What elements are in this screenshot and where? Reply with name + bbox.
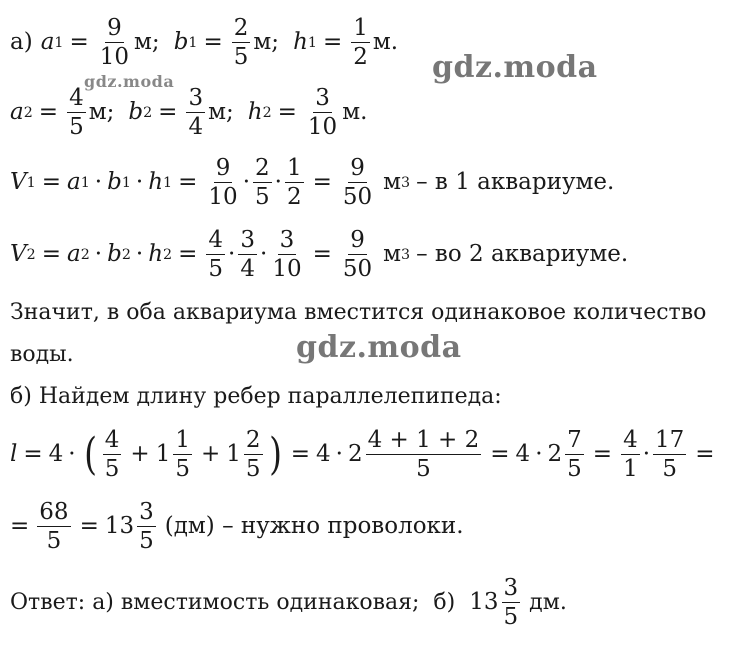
fraction: $\frac{2}{5}$ xyxy=(233,15,249,71)
fraction: $\frac{3}{10}$ xyxy=(307,85,338,141)
fraction: $\frac{9}{10}$ xyxy=(99,15,130,71)
fraction: $\frac{2}{5}$ xyxy=(255,155,270,211)
var-b: b xyxy=(173,29,189,56)
var-a: a xyxy=(40,29,55,56)
fraction: $\frac{9}{10}$ xyxy=(208,155,238,211)
var-a: a xyxy=(10,99,24,126)
line-length: l = 4 · ( $\frac{4}{5}$ + 1 $\frac{1}{5}$ + 1 $\frac{2}{5}$ ) = 4 · 2 $\frac{4 + 1 + 2}{5}$ = 4 · 2 $\frac{7}{5}$ = $\frac{4}{1}$ · $\frac{17}{5}$ = xyxy=(10,427,715,483)
volume-note: – во 2 аквариуме. xyxy=(416,241,629,268)
fraction: $\frac{68}{5}$ xyxy=(39,499,69,555)
unit: м; xyxy=(134,29,160,56)
fraction: $\frac{4}{5}$ xyxy=(69,85,84,141)
fraction: $\frac{3}{4}$ xyxy=(240,227,255,283)
watermark: gdz.moda xyxy=(84,72,175,91)
line-given-2: a 2 = $\frac{4}{5}$ м; b 2 = $\frac{3}{4}$ м; h 2 = $\frac{3}{10}$ м. xyxy=(10,85,368,141)
part-b-heading: б) Найдем длину ребер параллелепипеда: xyxy=(10,384,502,409)
fraction: $\frac{1}{2}$ xyxy=(353,15,368,71)
fraction: $\frac{17}{5}$ xyxy=(655,427,685,483)
volume-note: – в 1 аквариуме. xyxy=(416,169,615,196)
fraction: $\frac{9}{50}$ xyxy=(342,227,373,283)
answer-line: Ответ: а) вместимость одинаковая; б) 13 $\frac{3}{5}$ дм. xyxy=(10,575,567,631)
var-h: h xyxy=(247,99,263,126)
var-h: h xyxy=(293,29,308,56)
fraction: $\frac{4}{5}$ xyxy=(208,227,224,283)
line-given-1: а) a 1 = $\frac{9}{10}$ м; b 1 = $\frac{2}{5}$ м; h 1 = $\frac{1}{2}$ м. xyxy=(10,15,399,71)
unit: м. xyxy=(342,99,368,126)
unit: м. xyxy=(372,29,399,56)
line-volume-1: V 1 = a 1 · b 1 · h 1 = $\frac{9}{10}$ · $\frac{2}{5}$ · $\frac{1}{2}$ = $\frac{9}{50}$ м 3 – в 1 аквариуме. xyxy=(10,155,615,211)
watermark: gdz.moda xyxy=(432,50,598,85)
conclusion-line-1: Значит, в оба аквариума вместится одинаковое количество xyxy=(10,300,707,325)
answer-text: Ответ: а) вместимость одинаковая; xyxy=(10,589,420,615)
var-b: b xyxy=(128,99,144,126)
line-length-result: = $\frac{68}{5}$ = 13 $\frac{3}{5}$ (дм) – нужно проволоки. xyxy=(10,499,464,555)
fraction: $\frac{4}{5}$ xyxy=(104,427,120,483)
fraction: $\frac{3}{4}$ xyxy=(188,85,204,141)
line-volume-2: V 2 = a 2 · b 2 · h 2 = $\frac{4}{5}$ · $\frac{3}{4}$ · $\frac{3}{10}$ = $\frac{9}{50}$ м 3 – во 2 аквариуме. xyxy=(10,227,629,283)
sub: 1 xyxy=(54,34,64,51)
fraction: $\frac{3}{5}$ xyxy=(139,499,154,555)
fraction: $\frac{1}{5}$ xyxy=(175,427,190,483)
length-note: (дм) – нужно проволоки. xyxy=(164,513,464,540)
fraction: $\frac{4}{1}$ xyxy=(623,427,638,483)
fraction: $\frac{9}{50}$ xyxy=(342,155,373,211)
part-label: а) xyxy=(10,29,33,56)
unit: м; xyxy=(253,29,280,56)
fraction: $\frac{2}{5}$ xyxy=(245,427,261,483)
fraction: $\frac{3}{5}$ xyxy=(503,575,519,631)
fraction: $\frac{7}{5}$ xyxy=(567,427,582,483)
watermark: gdz.moda xyxy=(296,330,462,365)
unit: м; xyxy=(208,99,234,126)
conclusion-line-2: воды. xyxy=(10,342,74,367)
fraction: $\frac{1}{2}$ xyxy=(286,155,302,211)
fraction: $\frac{3}{10}$ xyxy=(272,227,302,283)
unit: м; xyxy=(88,99,115,126)
fraction: $\frac{4 + 1 + 2}{5}$ xyxy=(367,427,480,483)
